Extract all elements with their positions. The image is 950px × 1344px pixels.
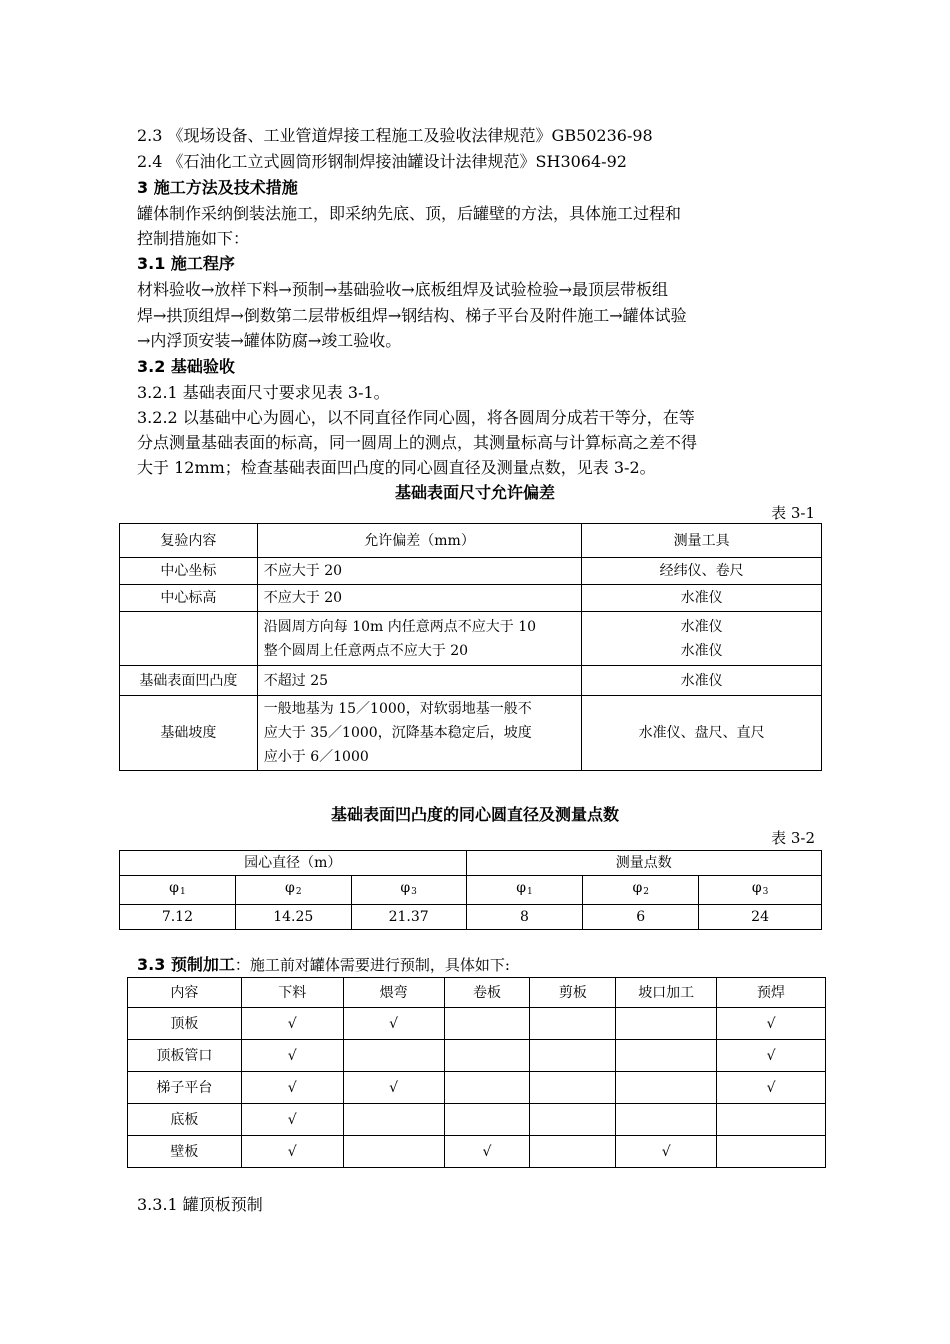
- procedure-line2: 焊→拱顶组焊→倒数第二层带板组焊→钢结构、梯子平台及附件施工→罐体试验: [137, 306, 687, 325]
- table-cell: [530, 1136, 616, 1168]
- table1-header-cell: 复验内容: [120, 524, 258, 558]
- table-cell: 基础坡度: [120, 696, 258, 771]
- cell-line: 应小于 6／1000: [263, 749, 369, 765]
- table-cell: 14.25: [235, 905, 351, 930]
- table3-header-cell: 下料: [241, 978, 343, 1008]
- table1: [119, 523, 822, 771]
- checkmark-icon: √: [717, 1008, 826, 1040]
- reference-sh3064: 2.4 《石油化工立式圆筒形钢制焊接油罐设计法律规范》SH3064-92: [137, 152, 627, 171]
- table2-number: 表 3-2: [771, 829, 815, 847]
- table-row: [128, 1072, 826, 1104]
- phi-symbol: φ: [516, 880, 526, 896]
- table-cell: [444, 1008, 530, 1040]
- table-cell: 不超过 25: [257, 666, 582, 696]
- phi-cell: [235, 876, 351, 905]
- phi-symbol: φ: [285, 880, 295, 896]
- table3-header-cell: 煨弯: [343, 978, 444, 1008]
- table-cell: 水准仪、盘尺、直尺: [582, 696, 822, 771]
- table-cell: [444, 1072, 530, 1104]
- table2-title: 基础表面凹凸度的同心圆直径及测量点数: [330, 805, 619, 824]
- checkmark-icon: √: [241, 1104, 343, 1136]
- phi-cell: [351, 876, 466, 905]
- table2-value-row: [120, 905, 822, 930]
- phi-cell: [120, 876, 236, 905]
- table3: [127, 977, 826, 1168]
- paragraph-3-2-2-line2: 分点测量基础表面的标高，同一圆周上的测点，其测量标高与计算标高之差不得: [137, 433, 698, 452]
- table-cell: [530, 1008, 616, 1040]
- table1-title: 基础表面尺寸允许偏差: [394, 483, 555, 502]
- table-cell: 不应大于 20: [257, 558, 582, 585]
- section-3-3-text: ：施工前对罐体需要进行预制，具体如下:: [234, 956, 510, 974]
- table1-header-row: [120, 524, 822, 558]
- phi-subscript: 2: [295, 887, 302, 897]
- table-cell: [616, 1008, 717, 1040]
- table2-phi-row: [120, 876, 822, 905]
- table-cell: 顶板: [128, 1008, 242, 1040]
- cell-line: 水准仪: [680, 618, 723, 635]
- checkmark-icon: √: [241, 1040, 343, 1072]
- cell-line: 水准仪: [680, 642, 723, 659]
- table-cell: [616, 1040, 717, 1072]
- phi-cell: [466, 876, 583, 905]
- table-cell: [530, 1072, 616, 1104]
- table3-header-cell: 卷板: [444, 978, 530, 1008]
- phi-subscript: 2: [643, 887, 650, 897]
- table-cell: [343, 1136, 444, 1168]
- table-row: [128, 1008, 826, 1040]
- table-cell: [530, 1040, 616, 1072]
- phi-symbol: φ: [400, 880, 411, 896]
- table-row: [120, 666, 822, 696]
- table1-header-cell: 允许偏差（mm）: [257, 524, 582, 558]
- cell-line: 沿圆周方向每 10m 内任意两点不应大于 10: [263, 618, 537, 635]
- table-row: [128, 1040, 826, 1072]
- section-3-3-1-heading: 3.3.1 罐顶板预制: [137, 1195, 263, 1214]
- table-cell: [257, 696, 582, 771]
- table-cell: [616, 1072, 717, 1104]
- table-row: [120, 558, 822, 585]
- table2-group-row: [120, 851, 822, 876]
- checkmark-icon: √: [241, 1072, 343, 1104]
- table-cell: 24: [699, 905, 822, 930]
- table2: [119, 850, 822, 930]
- checkmark-icon: √: [343, 1072, 444, 1104]
- table-row: [120, 696, 822, 771]
- section-3-heading: 3 施工方法及技术措施: [137, 178, 298, 197]
- table2-group-diameter: 园心直径（m）: [120, 851, 467, 876]
- table-cell: 水准仪: [582, 666, 822, 696]
- table-cell: 水准仪: [582, 585, 822, 612]
- checkmark-icon: √: [444, 1136, 530, 1168]
- checkmark-icon: √: [241, 1136, 343, 1168]
- section-3-3-line: [137, 954, 510, 976]
- phi-symbol: φ: [169, 880, 179, 896]
- checkmark-icon: √: [616, 1136, 717, 1168]
- phi-subscript: 3: [762, 887, 769, 897]
- phi-symbol: φ: [751, 880, 762, 896]
- table3-header-cell: 预焊: [717, 978, 826, 1008]
- table-cell: 中心标高: [120, 585, 258, 612]
- table-cell: [616, 1104, 717, 1136]
- table3-header-cell: 内容: [128, 978, 242, 1008]
- table-row: [120, 612, 822, 666]
- table-row: [128, 1136, 826, 1168]
- table-cell: [717, 1104, 826, 1136]
- paragraph-3-2-1: 3.2.1 基础表面尺寸要求见表 3-1。: [137, 383, 390, 402]
- phi-symbol: φ: [632, 880, 643, 896]
- checkmark-icon: √: [717, 1040, 826, 1072]
- table1-number: 表 3-1: [771, 504, 815, 522]
- checkmark-icon: √: [717, 1072, 826, 1104]
- table-row: [120, 585, 822, 612]
- table-cell: 经纬仪、卷尺: [582, 558, 822, 585]
- table-cell: 7.12: [120, 905, 236, 930]
- paragraph-3-2-2-line3: 大于 12mm；检查基础表面凹凸度的同心圆直径及测量点数，见表 3-2。: [137, 458, 656, 477]
- phi-cell: [699, 876, 822, 905]
- table-cell: [530, 1104, 616, 1136]
- table-cell: 壁板: [128, 1136, 242, 1168]
- table-cell: [717, 1136, 826, 1168]
- table-cell: 基础表面凹凸度: [120, 666, 258, 696]
- table-cell: 中心坐标: [120, 558, 258, 585]
- table-cell: [343, 1040, 444, 1072]
- table-cell: [343, 1104, 444, 1136]
- paragraph-3-2-2-line1: 3.2.2 以基础中心为圆心，以不同直径作同心圆，将各圆周分成若干等分，在等: [137, 408, 695, 427]
- checkmark-icon: √: [241, 1008, 343, 1040]
- cell-line: 整个圆周上任意两点不应大于 20: [263, 642, 469, 659]
- table-row: [128, 1104, 826, 1136]
- cell-line: 一般地基为 15／1000，对软弱地基一般不: [263, 701, 532, 717]
- table1-header-cell: 测量工具: [582, 524, 822, 558]
- phi-cell: [583, 876, 699, 905]
- phi-subscript: 1: [527, 887, 533, 897]
- section-3-2-heading: 3.2 基础验收: [137, 357, 235, 376]
- table3-header-row: [128, 978, 826, 1008]
- table-cell: [582, 612, 822, 666]
- table-cell: 底板: [128, 1104, 242, 1136]
- paragraph-intro-line2: 控制措施如下：: [137, 229, 250, 248]
- phi-subscript: 3: [411, 887, 417, 897]
- table-cell: 不应大于 20: [257, 585, 582, 612]
- checkmark-icon: √: [343, 1008, 444, 1040]
- paragraph-intro-line1: 罐体制作采纳倒装法施工，即采纳先底、顶，后罐壁的方法，具体施工过程和: [137, 204, 682, 223]
- procedure-line3: →内浮顶安装→罐体防腐→竣工验收。: [137, 331, 402, 350]
- phi-subscript: 1: [179, 887, 186, 897]
- table3-header-cell: 剪板: [530, 978, 616, 1008]
- table-cell: [444, 1040, 530, 1072]
- table-cell: 6: [583, 905, 699, 930]
- table-cell: [120, 612, 258, 666]
- table-cell: [257, 612, 582, 666]
- table3-header-cell: 坡口加工: [616, 978, 717, 1008]
- section-3-3-heading: 3.3 预制加工: [137, 955, 235, 974]
- cell-line: 应大于 35／1000，沉降基本稳定后，坡度: [263, 725, 532, 741]
- table-cell: [444, 1104, 530, 1136]
- section-3-1-heading: 3.1 施工程序: [137, 254, 235, 273]
- table-cell: 21.37: [351, 905, 466, 930]
- table2-group-points: 测量点数: [466, 851, 821, 876]
- reference-gb50236: 2.3 《现场设备、工业管道焊接工程施工及验收法律规范》GB50236-98: [137, 126, 653, 145]
- procedure-line1: 材料验收→放样下料→预制→基础验收→底板组焊及试验检验→最顶层带板组: [137, 280, 669, 299]
- table-cell: 顶板管口: [128, 1040, 242, 1072]
- table-cell: 8: [466, 905, 583, 930]
- table-cell: 梯子平台: [128, 1072, 242, 1104]
